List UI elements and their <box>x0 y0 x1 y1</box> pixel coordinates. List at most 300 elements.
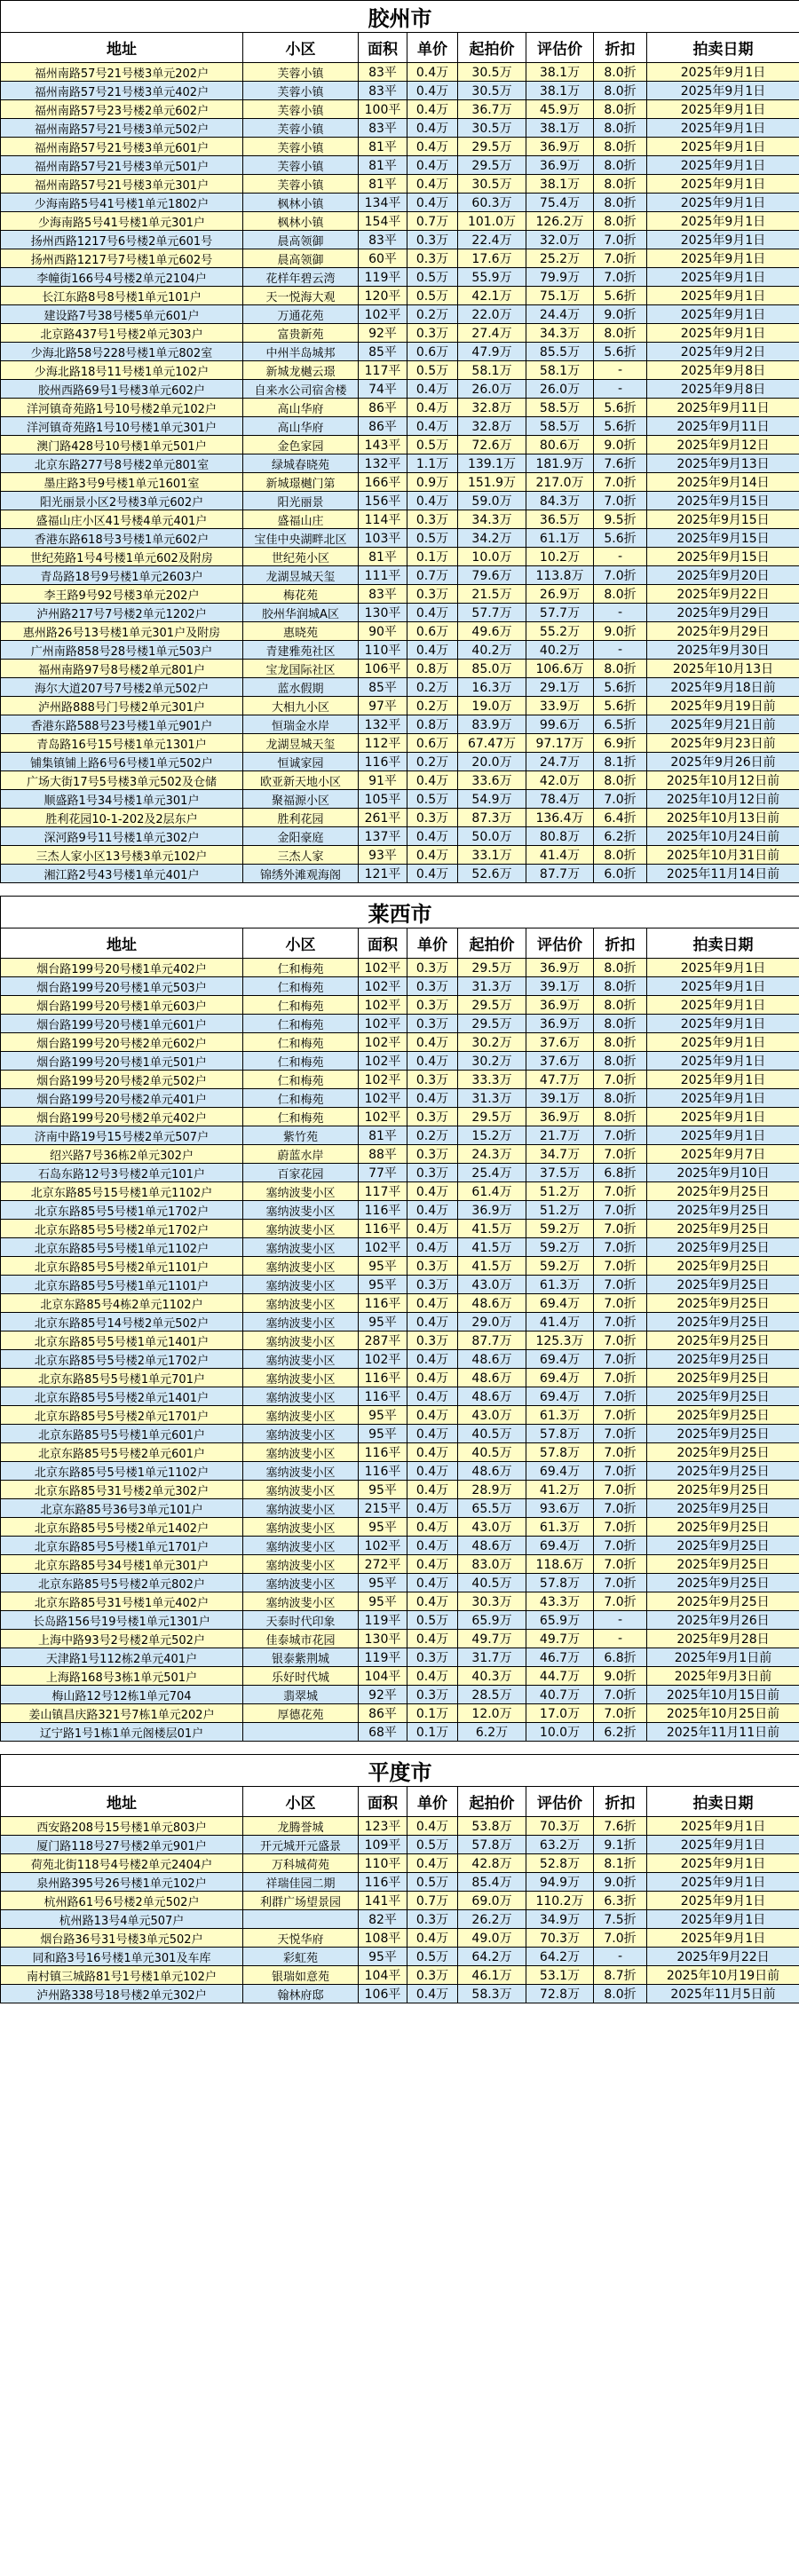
table-row <box>1 1611 799 1630</box>
auction-date-cell: 2025年9月1日 <box>647 156 799 175</box>
appraisal-price-cell: 58.5万 <box>526 417 594 436</box>
community-cell: 绿城春晓苑 <box>243 454 359 473</box>
table-row <box>1 1089 799 1108</box>
auction-date-cell: 2025年10月31日前 <box>647 846 799 865</box>
starting-price-cell: 22.0万 <box>458 305 526 324</box>
unit-price-cell: 0.4万 <box>407 1425 458 1443</box>
address-cell: 铺集镇铺上路6号6号楼1单元502户 <box>1 753 243 771</box>
address-cell: 北京东路85号5号楼1单元701户 <box>1 1369 243 1387</box>
auction-date-cell: 2025年9月25日 <box>647 1499 799 1518</box>
address-cell: 北京东路85号5号楼2单元1701户 <box>1 1406 243 1425</box>
column-header-area: 面积 <box>359 33 407 63</box>
community-cell: 彩虹苑 <box>243 1948 359 1966</box>
auction-date-cell: 2025年9月25日 <box>647 1220 799 1238</box>
community-cell: 芙蓉小镇 <box>243 156 359 175</box>
community-cell: 开元城开元盛景 <box>243 1836 359 1854</box>
table-row <box>1 1854 799 1873</box>
auction-date-cell: 2025年9月25日 <box>647 1257 799 1276</box>
area-cell: 102平 <box>359 977 407 996</box>
appraisal-price-cell: 75.1万 <box>526 287 594 305</box>
discount-cell: 6.4折 <box>594 809 647 827</box>
starting-price-cell: 30.5万 <box>458 119 526 138</box>
starting-price-cell: 59.0万 <box>458 492 526 510</box>
discount-cell: - <box>594 1948 647 1966</box>
starting-price-cell: 48.6万 <box>458 1350 526 1369</box>
appraisal-price-cell: 38.1万 <box>526 175 594 194</box>
auction-date-cell: 2025年9月25日 <box>647 1387 799 1406</box>
area-cell: 102平 <box>359 959 407 977</box>
unit-price-cell: 0.5万 <box>407 287 458 305</box>
unit-price-cell: 0.6万 <box>407 622 458 641</box>
appraisal-price-cell: 21.7万 <box>526 1126 594 1145</box>
starting-price-cell: 40.5万 <box>458 1443 526 1462</box>
auction-date-cell: 2025年9月25日 <box>647 1238 799 1257</box>
starting-price-cell: 30.2万 <box>458 1052 526 1071</box>
starting-price-cell: 29.5万 <box>458 1015 526 1033</box>
column-header-appraisal-price: 评估价 <box>526 1787 594 1817</box>
address-cell: 泸州路338号18号楼2单元302户 <box>1 1985 243 2003</box>
discount-cell: - <box>594 1630 647 1648</box>
community-cell: 塞纳波斐小区 <box>243 1481 359 1499</box>
auction-date-cell: 2025年9月1日 <box>647 1910 799 1929</box>
starting-price-cell: 58.3万 <box>458 1985 526 2003</box>
auction-date-cell: 2025年9月25日 <box>647 1481 799 1499</box>
community-cell: 聚福源小区 <box>243 790 359 809</box>
appraisal-price-cell: 47.7万 <box>526 1071 594 1089</box>
appraisal-price-cell: 94.9万 <box>526 1873 594 1892</box>
address-cell: 李王路9号92号楼3单元202户 <box>1 585 243 604</box>
community-cell: 晨高领御 <box>243 249 359 268</box>
discount-cell: 7.6折 <box>594 454 647 473</box>
address-cell: 福州南路97号8号楼2单元801户 <box>1 660 243 678</box>
unit-price-cell: 0.4万 <box>407 1294 458 1313</box>
auction-date-cell: 2025年9月1日 <box>647 175 799 194</box>
starting-price-cell: 85.0万 <box>458 660 526 678</box>
table-row <box>1 1201 799 1220</box>
starting-price-cell: 30.5万 <box>458 82 526 100</box>
area-cell: 261平 <box>359 809 407 827</box>
table-row <box>1 1033 799 1052</box>
auction-date-cell: 2025年9月25日 <box>647 1406 799 1425</box>
unit-price-cell: 0.4万 <box>407 138 458 156</box>
appraisal-price-cell: 69.4万 <box>526 1537 594 1555</box>
starting-price-cell: 17.6万 <box>458 249 526 268</box>
auction-date-cell: 2025年9月25日 <box>647 1592 799 1611</box>
column-header-community: 小区 <box>243 33 359 63</box>
area-cell: 95平 <box>359 1313 407 1331</box>
address-cell: 福州南路57号21号楼3单元501户 <box>1 156 243 175</box>
area-cell: 111平 <box>359 566 407 585</box>
starting-price-cell: 40.5万 <box>458 1574 526 1592</box>
discount-cell: 6.5折 <box>594 715 647 734</box>
address-cell: 李幢街166号4号楼2单元2104户 <box>1 268 243 287</box>
community-cell: 天一悦海大观 <box>243 287 359 305</box>
discount-cell: 5.6折 <box>594 697 647 715</box>
unit-price-cell: 0.3万 <box>407 1015 458 1033</box>
discount-cell: 7.0折 <box>594 1238 647 1257</box>
unit-price-cell: 0.4万 <box>407 1089 458 1108</box>
discount-cell: 7.0折 <box>594 1499 647 1518</box>
address-cell: 福州南路57号21号楼3单元502户 <box>1 119 243 138</box>
table-row <box>1 399 799 417</box>
community-cell: 自来水公司宿舍楼 <box>243 380 359 399</box>
unit-price-cell: 0.4万 <box>407 1518 458 1537</box>
unit-price-cell: 0.4万 <box>407 1313 458 1331</box>
section-gap <box>0 883 799 896</box>
starting-price-cell: 32.8万 <box>458 399 526 417</box>
community-cell: 蔚蓝水岸 <box>243 1145 359 1164</box>
unit-price-cell: 0.4万 <box>407 399 458 417</box>
area-cell: 143平 <box>359 436 407 454</box>
discount-cell: 8.0折 <box>594 846 647 865</box>
starting-price-cell: 36.7万 <box>458 100 526 119</box>
unit-price-cell: 0.3万 <box>407 585 458 604</box>
community-cell: 塞纳波斐小区 <box>243 1555 359 1574</box>
table-row <box>1 1238 799 1257</box>
table-row <box>1 138 799 156</box>
area-cell: 105平 <box>359 790 407 809</box>
unit-price-cell: 0.1万 <box>407 1723 458 1742</box>
address-cell: 烟台路199号20号楼2单元402户 <box>1 1108 243 1126</box>
starting-price-cell: 69.0万 <box>458 1892 526 1910</box>
starting-price-cell: 79.6万 <box>458 566 526 585</box>
area-cell: 109平 <box>359 1836 407 1854</box>
unit-price-cell: 0.2万 <box>407 678 458 697</box>
auction-date-cell: 2025年9月1日 <box>647 977 799 996</box>
starting-price-cell: 57.7万 <box>458 604 526 622</box>
unit-price-cell: 0.4万 <box>407 1985 458 2003</box>
address-cell: 北京东路85号5号楼2单元802户 <box>1 1574 243 1592</box>
auction-date-cell: 2025年9月11日 <box>647 399 799 417</box>
column-header-starting-price: 起拍价 <box>458 928 526 959</box>
area-cell: 81平 <box>359 156 407 175</box>
area-cell: 119平 <box>359 1611 407 1630</box>
community-cell: 塞纳波斐小区 <box>243 1518 359 1537</box>
table-row <box>1 1686 799 1704</box>
area-cell: 95平 <box>359 1276 407 1294</box>
address-cell: 北京东路85号15号楼1单元1102户 <box>1 1182 243 1201</box>
auction-date-cell: 2025年9月25日 <box>647 1518 799 1537</box>
address-cell: 绍兴路7号36栋2单元302户 <box>1 1145 243 1164</box>
address-cell: 北京东路85号31号楼2单元302户 <box>1 1481 243 1499</box>
starting-price-cell: 33.6万 <box>458 771 526 790</box>
unit-price-cell: 0.4万 <box>407 63 458 82</box>
community-cell: 塞纳波斐小区 <box>243 1592 359 1611</box>
discount-cell: 7.0折 <box>594 1704 647 1723</box>
table-row <box>1 510 799 529</box>
starting-price-cell: 26.2万 <box>458 1910 526 1929</box>
address-cell: 扬州西路1217号7号楼1单元602号 <box>1 249 243 268</box>
community-cell: 银瑞如意苑 <box>243 1966 359 1985</box>
community-cell: 大相九小区 <box>243 697 359 715</box>
community-cell: 高山华府 <box>243 399 359 417</box>
starting-price-cell: 55.9万 <box>458 268 526 287</box>
auction-date-cell: 2025年9月1日 <box>647 1108 799 1126</box>
community-cell: 芙蓉小镇 <box>243 138 359 156</box>
appraisal-price-cell: 99.6万 <box>526 715 594 734</box>
community-cell: 塞纳波斐小区 <box>243 1220 359 1238</box>
unit-price-cell: 0.5万 <box>407 361 458 380</box>
appraisal-price-cell: 113.8万 <box>526 566 594 585</box>
auction-date-cell: 2025年9月1日 <box>647 1089 799 1108</box>
discount-cell: - <box>594 604 647 622</box>
auction-date-cell: 2025年9月2日 <box>647 343 799 361</box>
column-header-starting-price: 起拍价 <box>458 1787 526 1817</box>
appraisal-price-cell: 79.9万 <box>526 268 594 287</box>
table-row <box>1 1499 799 1518</box>
auction-date-cell: 2025年9月1日 <box>647 1929 799 1948</box>
starting-price-cell: 46.1万 <box>458 1966 526 1985</box>
address-cell: 烟台路199号20号楼1单元503户 <box>1 977 243 996</box>
column-header-unit-price: 单价 <box>407 33 458 63</box>
address-cell: 西安路208号15号楼1单元803户 <box>1 1817 243 1836</box>
area-cell: 106平 <box>359 660 407 678</box>
area-cell: 102平 <box>359 1238 407 1257</box>
appraisal-price-cell: 87.7万 <box>526 865 594 883</box>
table-row <box>1 641 799 660</box>
auction-date-cell: 2025年9月8日 <box>647 361 799 380</box>
appraisal-price-cell: 80.8万 <box>526 827 594 846</box>
auction-date-cell: 2025年9月1日 <box>647 194 799 212</box>
address-cell: 荷苑北街118号4号楼2单元2404户 <box>1 1854 243 1873</box>
auction-date-cell: 2025年9月25日 <box>647 1574 799 1592</box>
table-row <box>1 492 799 510</box>
address-cell: 上海路168号3栋1单元501户 <box>1 1667 243 1686</box>
address-cell: 烟台路199号20号楼1单元402户 <box>1 959 243 977</box>
area-cell: 102平 <box>359 1537 407 1555</box>
community-cell: 阳光丽景 <box>243 492 359 510</box>
address-cell: 辽宁路1号1栋1单元阁楼层01户 <box>1 1723 243 1742</box>
starting-price-cell: 42.8万 <box>458 1854 526 1873</box>
table-row <box>1 1555 799 1574</box>
appraisal-price-cell: 136.4万 <box>526 809 594 827</box>
area-cell: 116平 <box>359 1220 407 1238</box>
area-cell: 95平 <box>359 1592 407 1611</box>
community-cell: 翰林府邸 <box>243 1985 359 2003</box>
section-title-row <box>1 1755 799 1787</box>
starting-price-cell: 64.2万 <box>458 1948 526 1966</box>
area-cell: 116平 <box>359 1369 407 1387</box>
auction-date-cell: 2025年9月25日 <box>647 1313 799 1331</box>
unit-price-cell: 0.4万 <box>407 1369 458 1387</box>
community-cell: 乐好时代城 <box>243 1667 359 1686</box>
area-cell: 102平 <box>359 1108 407 1126</box>
unit-price-cell: 0.5万 <box>407 1873 458 1892</box>
address-cell: 青岛路16号15号楼1单元1301户 <box>1 734 243 753</box>
starting-price-cell: 33.1万 <box>458 846 526 865</box>
unit-price-cell: 0.2万 <box>407 305 458 324</box>
auction-date-cell: 2025年9月1日 <box>647 82 799 100</box>
area-cell: 130平 <box>359 1630 407 1648</box>
area-cell: 102平 <box>359 1089 407 1108</box>
auction-date-cell: 2025年9月25日 <box>647 1425 799 1443</box>
area-cell: 132平 <box>359 454 407 473</box>
starting-price-cell: 29.5万 <box>458 156 526 175</box>
area-cell: 81平 <box>359 1126 407 1145</box>
auction-date-cell: 2025年9月22日 <box>647 1948 799 1966</box>
unit-price-cell: 0.4万 <box>407 1033 458 1052</box>
area-cell: 95平 <box>359 1948 407 1966</box>
area-cell: 95平 <box>359 1574 407 1592</box>
table-row <box>1 361 799 380</box>
area-cell: 156平 <box>359 492 407 510</box>
table-row <box>1 1294 799 1313</box>
discount-cell: - <box>594 548 647 566</box>
address-cell: 烟台路199号20号楼1单元601户 <box>1 1015 243 1033</box>
table-row <box>1 305 799 324</box>
city-title: 平度市 <box>1 1755 799 1787</box>
table-row <box>1 604 799 622</box>
area-cell: 95平 <box>359 1518 407 1537</box>
discount-cell: 7.0折 <box>594 1518 647 1537</box>
discount-cell: 8.0折 <box>594 1033 647 1052</box>
area-cell: 95平 <box>359 1425 407 1443</box>
appraisal-price-cell: 46.7万 <box>526 1648 594 1667</box>
discount-cell: 6.9折 <box>594 734 647 753</box>
discount-cell: 8.0折 <box>594 1052 647 1071</box>
discount-cell: 8.0折 <box>594 138 647 156</box>
community-cell: 塞纳波斐小区 <box>243 1276 359 1294</box>
table-row <box>1 1929 799 1948</box>
unit-price-cell: 0.3万 <box>407 231 458 249</box>
address-cell: 石岛东路12号3号楼2单元101户 <box>1 1164 243 1182</box>
starting-price-cell: 22.4万 <box>458 231 526 249</box>
starting-price-cell: 72.6万 <box>458 436 526 454</box>
starting-price-cell: 48.6万 <box>458 1537 526 1555</box>
unit-price-cell: 0.5万 <box>407 1611 458 1630</box>
community-cell: 龙湖昱城天玺 <box>243 734 359 753</box>
starting-price-cell: 83.0万 <box>458 1555 526 1574</box>
discount-cell: 8.0折 <box>594 585 647 604</box>
appraisal-price-cell: 51.2万 <box>526 1182 594 1201</box>
unit-price-cell: 0.4万 <box>407 175 458 194</box>
auction-date-cell: 2025年10月19日前 <box>647 1966 799 1985</box>
table-row <box>1 1108 799 1126</box>
starting-price-cell: 43.0万 <box>458 1518 526 1537</box>
address-cell: 烟台路199号20号楼2单元502户 <box>1 1071 243 1089</box>
auction-date-cell: 2025年9月1日 <box>647 63 799 82</box>
address-cell: 梅山路12号12栋1单元704 <box>1 1686 243 1704</box>
appraisal-price-cell: 75.4万 <box>526 194 594 212</box>
appraisal-price-cell: 217.0万 <box>526 473 594 492</box>
unit-price-cell: 0.3万 <box>407 324 458 343</box>
column-header-unit-price: 单价 <box>407 1787 458 1817</box>
unit-price-cell: 0.4万 <box>407 156 458 175</box>
discount-cell: 7.0折 <box>594 268 647 287</box>
table-row <box>1 454 799 473</box>
area-cell: 95平 <box>359 1481 407 1499</box>
appraisal-price-cell: 26.0万 <box>526 380 594 399</box>
starting-price-cell: 25.4万 <box>458 1164 526 1182</box>
appraisal-price-cell: 58.1万 <box>526 361 594 380</box>
discount-cell: 7.0折 <box>594 1574 647 1592</box>
address-cell: 青岛路18号9号楼1单元2603户 <box>1 566 243 585</box>
auction-date-cell: 2025年9月25日 <box>647 1443 799 1462</box>
community-cell: 欧亚新天地小区 <box>243 771 359 790</box>
unit-price-cell: 0.3万 <box>407 1257 458 1276</box>
appraisal-price-cell: 64.2万 <box>526 1948 594 1966</box>
table-row <box>1 865 799 883</box>
community-cell: 塞纳波斐小区 <box>243 1425 359 1443</box>
address-cell: 厦门路118号27号楼2单元901户 <box>1 1836 243 1854</box>
community-cell: 塞纳波斐小区 <box>243 1537 359 1555</box>
community-cell: 龙湖昱城天玺 <box>243 566 359 585</box>
table-row <box>1 846 799 865</box>
unit-price-cell: 0.9万 <box>407 473 458 492</box>
unit-price-cell: 0.4万 <box>407 100 458 119</box>
starting-price-cell: 48.6万 <box>458 1387 526 1406</box>
appraisal-price-cell: 57.8万 <box>526 1574 594 1592</box>
area-cell: 132平 <box>359 715 407 734</box>
auction-date-cell: 2025年9月22日 <box>647 585 799 604</box>
auction-date-cell: 2025年10月12日前 <box>647 790 799 809</box>
auction-date-cell: 2025年9月26日前 <box>647 753 799 771</box>
address-cell: 北京东路85号5号楼1单元1401户 <box>1 1331 243 1350</box>
discount-cell: 6.2折 <box>594 827 647 846</box>
unit-price-cell: 0.4万 <box>407 1667 458 1686</box>
auction-date-cell: 2025年9月25日 <box>647 1331 799 1350</box>
discount-cell: 7.0折 <box>594 1126 647 1145</box>
discount-cell: 7.0折 <box>594 566 647 585</box>
address-cell: 北京东路85号5号楼2单元1402户 <box>1 1518 243 1537</box>
discount-cell: 5.6折 <box>594 287 647 305</box>
appraisal-price-cell: 45.9万 <box>526 100 594 119</box>
table-row <box>1 417 799 436</box>
address-cell: 北京东路85号5号楼1单元1101户 <box>1 1276 243 1294</box>
starting-price-cell: 85.4万 <box>458 1873 526 1892</box>
address-cell: 烟台路199号20号楼2单元602户 <box>1 1033 243 1052</box>
address-cell: 洋河镇奇苑路1号10号楼1单元301户 <box>1 417 243 436</box>
auction-date-cell: 2025年9月1日 <box>647 324 799 343</box>
unit-price-cell: 0.3万 <box>407 1910 458 1929</box>
auction-date-cell: 2025年11月5日前 <box>647 1985 799 2003</box>
address-cell: 少海北路18号11号楼1单元102户 <box>1 361 243 380</box>
address-cell: 福州南路57号21号楼3单元301户 <box>1 175 243 194</box>
community-cell: 塞纳波斐小区 <box>243 1499 359 1518</box>
auction-date-cell: 2025年9月1日 <box>647 959 799 977</box>
unit-price-cell: 0.3万 <box>407 1331 458 1350</box>
starting-price-cell: 87.7万 <box>458 1331 526 1350</box>
table-row <box>1 529 799 548</box>
starting-price-cell: 67.47万 <box>458 734 526 753</box>
appraisal-price-cell: 37.6万 <box>526 1052 594 1071</box>
section-title-row <box>1 897 799 928</box>
auction-date-cell: 2025年9月14日 <box>647 473 799 492</box>
address-cell: 同和路3号16号楼1单元301及车库 <box>1 1948 243 1966</box>
unit-price-cell: 0.4万 <box>407 1592 458 1611</box>
table-row <box>1 1966 799 1985</box>
discount-cell: 7.0折 <box>594 473 647 492</box>
discount-cell: 5.6折 <box>594 417 647 436</box>
unit-price-cell: 0.4万 <box>407 1387 458 1406</box>
starting-price-cell: 30.5万 <box>458 63 526 82</box>
appraisal-price-cell: 97.17万 <box>526 734 594 753</box>
appraisal-price-cell: 69.4万 <box>526 1387 594 1406</box>
address-cell: 烟台路199号20号楼1单元501户 <box>1 1052 243 1071</box>
auction-date-cell: 2025年9月1日 <box>647 1817 799 1836</box>
area-cell: 112平 <box>359 734 407 753</box>
unit-price-cell: 0.4万 <box>407 417 458 436</box>
area-cell: 116平 <box>359 753 407 771</box>
appraisal-price-cell: 63.2万 <box>526 1836 594 1854</box>
column-header-unit-price: 单价 <box>407 928 458 959</box>
area-cell: 86平 <box>359 399 407 417</box>
table-row <box>1 1704 799 1723</box>
table-row <box>1 585 799 604</box>
community-cell: 万通花苑 <box>243 305 359 324</box>
area-cell: 106平 <box>359 1985 407 2003</box>
community-cell: 仁和梅苑 <box>243 996 359 1015</box>
